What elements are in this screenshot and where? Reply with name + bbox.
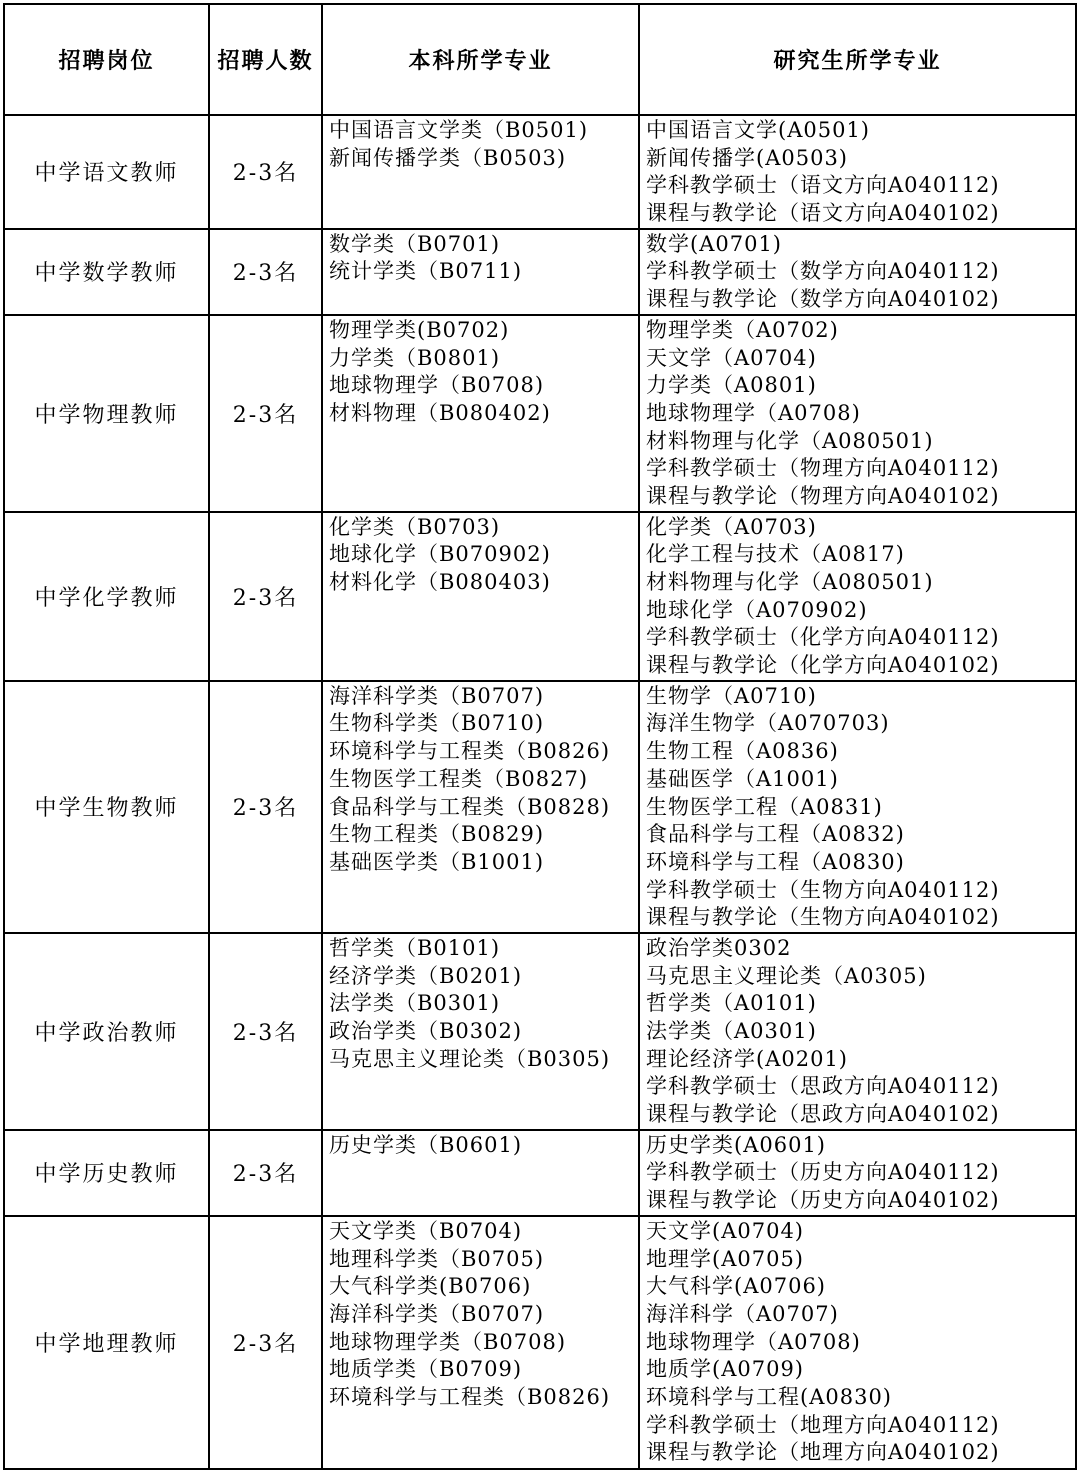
- header-post: 招聘岗位: [4, 4, 209, 115]
- post-cell: 中学物理教师: [4, 315, 209, 512]
- grad-major-item: 学科教学硕士（历史方向A040112): [646, 1160, 1000, 1185]
- grad-major-item: 环境科学与工程(A0830): [646, 1384, 892, 1409]
- undergrad-major-cell: [322, 1216, 639, 1469]
- grad-major-item: 材料物理与化学（A080501): [646, 570, 934, 594]
- post-cell: 中学数学教师: [4, 229, 209, 315]
- undergrad-major-item: 天文学类（B0704): [329, 1218, 523, 1243]
- grad-major-item: 海洋生物学（A070703): [646, 711, 890, 736]
- undergrad-major-cell: [322, 229, 639, 315]
- undergrad-major-item: 新闻传播学类（B0503): [329, 145, 567, 170]
- undergrad-major-item: 地球化学（B070902): [329, 542, 551, 567]
- count-cell: 2-3名: [209, 1216, 322, 1469]
- undergrad-major-cell: [322, 1130, 639, 1216]
- grad-major-cell: [639, 933, 1076, 1130]
- post-cell: 中学化学教师: [4, 512, 209, 681]
- undergrad-major-item: 物理学类(B0702): [329, 317, 510, 342]
- grad-major-cell: [639, 1216, 1076, 1469]
- post-cell: 中学语文教师: [4, 115, 209, 229]
- grad-major-item: 地理学(A0705): [646, 1246, 804, 1271]
- grad-major-cell: [639, 229, 1076, 315]
- undergrad-major-cell: [322, 512, 639, 681]
- grad-major-item: 学科教学硕士（思政方向A040112): [646, 1074, 1000, 1099]
- undergrad-major-item: 地球物理学（B0708): [329, 373, 545, 398]
- grad-major-item: 课程与教学论（语文方向A040102): [646, 201, 1000, 226]
- grad-major-cell: [639, 1130, 1076, 1216]
- grad-major-item: 生物医学工程（A0831): [646, 794, 883, 819]
- undergrad-major-item: 基础医学类（B1001): [329, 849, 545, 874]
- undergrad-major-cell: [322, 315, 639, 512]
- grad-major-item: 课程与教学论（思政方向A040102): [646, 1102, 1000, 1127]
- undergrad-major-item: 数学类（B0701): [329, 231, 501, 256]
- grad-major-item: 政治学类0302: [646, 935, 792, 960]
- undergrad-major-item: 大气科学类(B0706): [329, 1274, 532, 1299]
- grad-major-item: 课程与教学论（化学方向A040102): [646, 653, 1000, 678]
- grad-major-item: 材料物理与化学（A080501): [646, 428, 934, 453]
- post-cell: 中学政治教师: [4, 933, 209, 1130]
- grad-major-cell: [639, 681, 1076, 933]
- undergrad-major-item: 环境科学与工程类（B0826): [329, 739, 611, 764]
- grad-major-item: 天文学(A0704): [646, 1218, 804, 1243]
- grad-major-cell: [639, 315, 1076, 512]
- table-row: [4, 933, 1076, 1130]
- recruitment-table-container: [3, 3, 1075, 1465]
- undergrad-major-item: 马克思主义理论类（B0305): [329, 1046, 611, 1071]
- table-row: [4, 115, 1076, 229]
- undergrad-major-item: 生物工程类（B0829): [329, 822, 545, 847]
- undergrad-major-item: 统计学类（B0711): [329, 259, 523, 284]
- undergrad-major-item: 地质学类（B0709): [329, 1357, 523, 1382]
- grad-major-item: 地质学(A0709): [646, 1357, 804, 1382]
- grad-major-item: 理论经济学(A0201): [646, 1046, 848, 1071]
- table-row: [4, 229, 1076, 315]
- grad-major-item: 课程与教学论（历史方向A040102): [646, 1188, 1000, 1213]
- grad-major-cell: [639, 512, 1076, 681]
- table-row: [4, 512, 1076, 681]
- header-count: 招聘人数: [209, 4, 322, 115]
- grad-major-item: 食品科学与工程（A0832): [646, 822, 905, 847]
- header-row: [4, 4, 1076, 115]
- table-row: [4, 681, 1076, 933]
- undergrad-major-item: 地理科学类（B0705): [329, 1246, 545, 1271]
- count-cell: 2-3名: [209, 115, 322, 229]
- undergrad-major-item: 地球物理学类（B0708): [329, 1329, 567, 1354]
- undergrad-major-item: 法学类（B0301): [329, 991, 501, 1016]
- grad-major-item: 生物工程（A0836): [646, 739, 839, 764]
- undergrad-major-item: 政治学类（B0302): [329, 1019, 523, 1043]
- grad-major-item: 力学类（A0801): [646, 373, 817, 398]
- grad-major-item: 地球化学（A070902): [646, 597, 868, 622]
- grad-major-item: 马克思主义理论类（A0305): [646, 963, 927, 988]
- undergrad-major-item: 生物科学类（B0710): [329, 711, 545, 736]
- grad-major-item: 化学工程与技术（A0817): [646, 542, 905, 567]
- post-cell: 中学地理教师: [4, 1216, 209, 1469]
- undergrad-major-item: 环境科学与工程类（B0826): [329, 1384, 611, 1409]
- undergrad-major-item: 材料化学（B080403): [329, 570, 551, 594]
- count-cell: 2-3名: [209, 315, 322, 512]
- count-cell: 2-3名: [209, 1130, 322, 1216]
- grad-major-item: 课程与教学论（生物方向A040102): [646, 905, 1000, 930]
- grad-major-item: 学科教学硕士（物理方向A040112): [646, 456, 1000, 481]
- grad-major-item: 历史学类(A0601): [646, 1132, 826, 1157]
- grad-major-item: 地球物理学（A0708): [646, 1329, 861, 1354]
- grad-major-cell: [639, 115, 1076, 229]
- grad-major-item: 课程与教学论（地理方向A040102): [646, 1440, 1000, 1465]
- undergrad-major-item: 材料物理（B080402): [329, 400, 551, 425]
- grad-major-item: 海洋科学（A0707): [646, 1301, 839, 1326]
- grad-major-item: 法学类（A0301): [646, 1019, 817, 1043]
- grad-major-item: 环境科学与工程（A0830): [646, 849, 905, 874]
- undergrad-major-item: 海洋科学类（B0707): [329, 683, 545, 708]
- grad-major-item: 哲学类（A0101): [646, 991, 817, 1016]
- undergrad-major-item: 经济学类（B0201): [329, 963, 523, 988]
- undergrad-major-cell: [322, 681, 639, 933]
- grad-major-item: 课程与教学论（数学方向A040102): [646, 287, 1000, 312]
- recruitment-table: [3, 3, 1077, 1470]
- grad-major-item: 生物学（A0710): [646, 683, 817, 708]
- grad-major-item: 学科教学硕士（数学方向A040112): [646, 259, 1000, 284]
- grad-major-item: 数学(A0701): [646, 231, 782, 256]
- undergrad-major-cell: [322, 933, 639, 1130]
- undergrad-major-item: 哲学类（B0101): [329, 935, 501, 960]
- grad-major-item: 基础医学（A1001): [646, 766, 839, 791]
- grad-major-item: 地球物理学（A0708): [646, 400, 861, 425]
- undergrad-major-item: 力学类（B0801): [329, 345, 501, 370]
- grad-major-item: 学科教学硕士（生物方向A040112): [646, 877, 1000, 902]
- table-row: [4, 1130, 1076, 1216]
- grad-major-item: 大气科学(A0706): [646, 1274, 826, 1299]
- grad-major-item: 学科教学硕士（语文方向A040112): [646, 173, 1000, 198]
- undergrad-major-item: 食品科学与工程类（B0828): [329, 794, 611, 819]
- header-undergrad-major: 本科所学专业: [322, 4, 639, 115]
- undergrad-major-item: 海洋科学类（B0707): [329, 1301, 545, 1326]
- count-cell: 2-3名: [209, 933, 322, 1130]
- grad-major-item: 物理学类（A0702): [646, 317, 839, 342]
- post-cell: 中学历史教师: [4, 1130, 209, 1216]
- header-grad-major: 研究生所学专业: [639, 4, 1076, 115]
- table-row: [4, 1216, 1076, 1469]
- grad-major-item: 学科教学硕士（化学方向A040112): [646, 625, 1000, 650]
- grad-major-item: 化学类（A0703): [646, 514, 817, 539]
- grad-major-item: 中国语言文学(A0501): [646, 118, 870, 142]
- grad-major-item: 课程与教学论（物理方向A040102): [646, 483, 1000, 508]
- count-cell: 2-3名: [209, 512, 322, 681]
- grad-major-item: 天文学（A0704): [646, 345, 817, 370]
- table-row: [4, 315, 1076, 512]
- undergrad-major-item: 中国语言文学类（B0501): [329, 118, 589, 142]
- count-cell: 2-3名: [209, 229, 322, 315]
- undergrad-major-item: 生物医学工程类（B0827): [329, 766, 589, 791]
- count-cell: 2-3名: [209, 681, 322, 933]
- undergrad-major-item: 历史学类（B0601): [329, 1132, 523, 1157]
- undergrad-major-item: 化学类（B0703): [329, 514, 501, 539]
- undergrad-major-cell: [322, 115, 639, 229]
- grad-major-item: 学科教学硕士（地理方向A040112): [646, 1412, 1000, 1437]
- post-cell: 中学生物教师: [4, 681, 209, 933]
- grad-major-item: 新闻传播学(A0503): [646, 145, 848, 170]
- table-body: [4, 115, 1076, 1469]
